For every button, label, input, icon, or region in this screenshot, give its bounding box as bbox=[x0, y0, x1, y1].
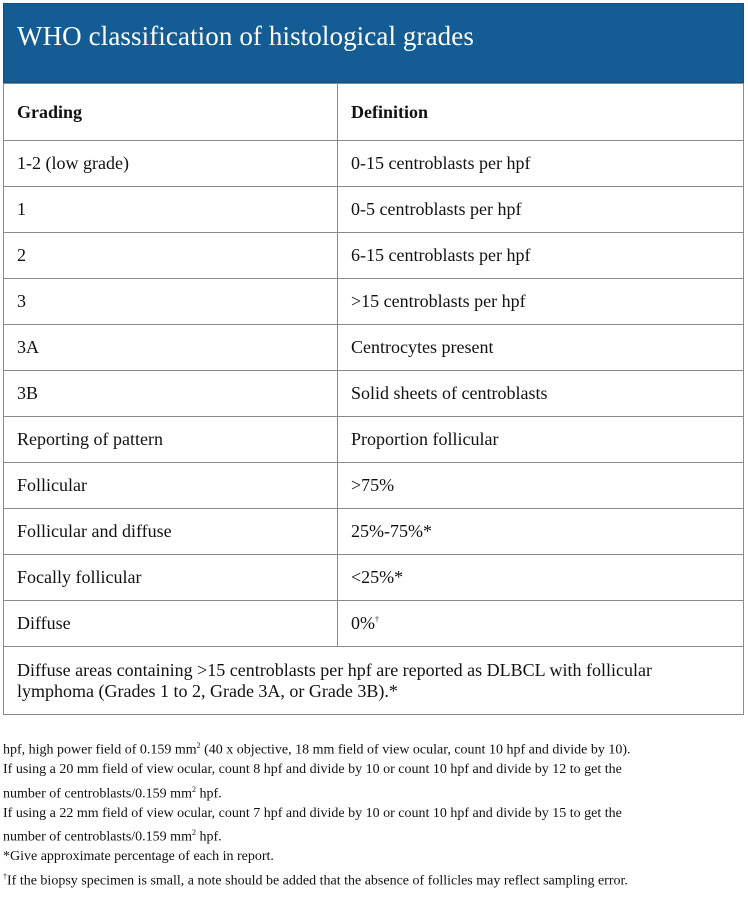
table-row bbox=[4, 463, 744, 509]
grading-cell: Follicular bbox=[4, 463, 338, 509]
definition-cell: 0-15 centroblasts per hpf bbox=[338, 141, 744, 187]
grading-cell: Focally follicular bbox=[4, 555, 338, 601]
footnote-line: If using a 22 mm field of view ocular, count 7 hpf and divide by 10 or count 10 hpf and divide by 15 to get the bbox=[3, 805, 622, 821]
definition-cell: >15 centroblasts per hpf bbox=[338, 279, 744, 325]
header-grading: Grading bbox=[4, 84, 338, 141]
table-row bbox=[4, 371, 744, 417]
superscript: 2 bbox=[191, 828, 196, 838]
grading-cell: 2 bbox=[4, 233, 338, 279]
table-note-row bbox=[4, 647, 744, 715]
footnote-text: (40 x objective, 18 mm field of view ocular, count 10 hpf and divide by 10). bbox=[200, 742, 631, 758]
table-row bbox=[4, 279, 744, 325]
definition-cell: Proportion follicular bbox=[338, 417, 744, 463]
table-row bbox=[4, 417, 744, 463]
definition-text: 0% bbox=[351, 613, 375, 633]
footnote-text: If the biopsy specimen is small, a note should be added that the absence of follicles may reflect sampling error. bbox=[7, 873, 628, 889]
grading-cell: Follicular and diffuse bbox=[4, 509, 338, 555]
grading-cell: 3B bbox=[4, 371, 338, 417]
footnote-text: hpf, high power field of 0.159 mm bbox=[3, 742, 197, 758]
table-row bbox=[4, 233, 744, 279]
footnote-line bbox=[3, 823, 744, 847]
grading-cell: 3 bbox=[4, 279, 338, 325]
grading-cell: 1 bbox=[4, 187, 338, 233]
who-grading-table-card bbox=[3, 3, 744, 715]
grading-cell: Diffuse bbox=[4, 601, 338, 647]
dagger-mark: † bbox=[3, 871, 7, 881]
grading-table bbox=[3, 83, 744, 715]
table-row bbox=[4, 601, 744, 647]
footnote-text: number of centroblasts/0.159 mm bbox=[3, 786, 192, 802]
definition-cell: 6-15 centroblasts per hpf bbox=[338, 233, 744, 279]
footnote-line: If using a 20 mm field of view ocular, count 8 hpf and divide by 10 or count 10 hpf and divide by 12 to get the bbox=[3, 762, 622, 778]
superscript: 2 bbox=[196, 741, 201, 750]
definition-cell: Solid sheets of centroblasts bbox=[338, 371, 744, 417]
footnotes bbox=[3, 736, 744, 891]
definition-cell bbox=[338, 601, 744, 647]
definition-cell: 25%-75%* bbox=[338, 509, 744, 555]
header-definition: Definition bbox=[338, 84, 744, 141]
title-bar bbox=[3, 3, 744, 83]
definition-cell: Centrocytes present bbox=[338, 325, 744, 371]
table-row bbox=[4, 141, 744, 187]
grading-cell: 1-2 (low grade) bbox=[4, 141, 338, 187]
table-note: Diffuse areas containing >15 centroblasts per hpf are reported as DLBCL with follicular lymphoma (Grades 1 to 2, Grade 3A, or Grade 3B).* bbox=[4, 647, 744, 715]
footnote-line bbox=[3, 867, 744, 891]
dagger-mark: † bbox=[375, 615, 379, 624]
definition-cell: <25%* bbox=[338, 555, 744, 601]
superscript: 2 bbox=[191, 784, 196, 794]
definition-cell: 0-5 centroblasts per hpf bbox=[338, 187, 744, 233]
grading-cell: 3A bbox=[4, 325, 338, 371]
table-row bbox=[4, 325, 744, 371]
footnote-line bbox=[3, 780, 744, 804]
table-title: WHO classification of histological grades bbox=[17, 21, 474, 51]
footnote-text: hpf. bbox=[195, 829, 222, 845]
table-row bbox=[4, 555, 744, 601]
footnote-text: number of centroblasts/0.159 mm bbox=[3, 829, 192, 845]
table-header-row bbox=[4, 84, 744, 141]
table-row bbox=[4, 187, 744, 233]
definition-cell: >75% bbox=[338, 463, 744, 509]
table-row bbox=[4, 509, 744, 555]
footnote-line bbox=[3, 736, 744, 760]
grading-cell: Reporting of pattern bbox=[4, 417, 338, 463]
footnote-text: hpf. bbox=[195, 786, 222, 802]
footnote-line: *Give approximate percentage of each in report. bbox=[3, 849, 274, 865]
